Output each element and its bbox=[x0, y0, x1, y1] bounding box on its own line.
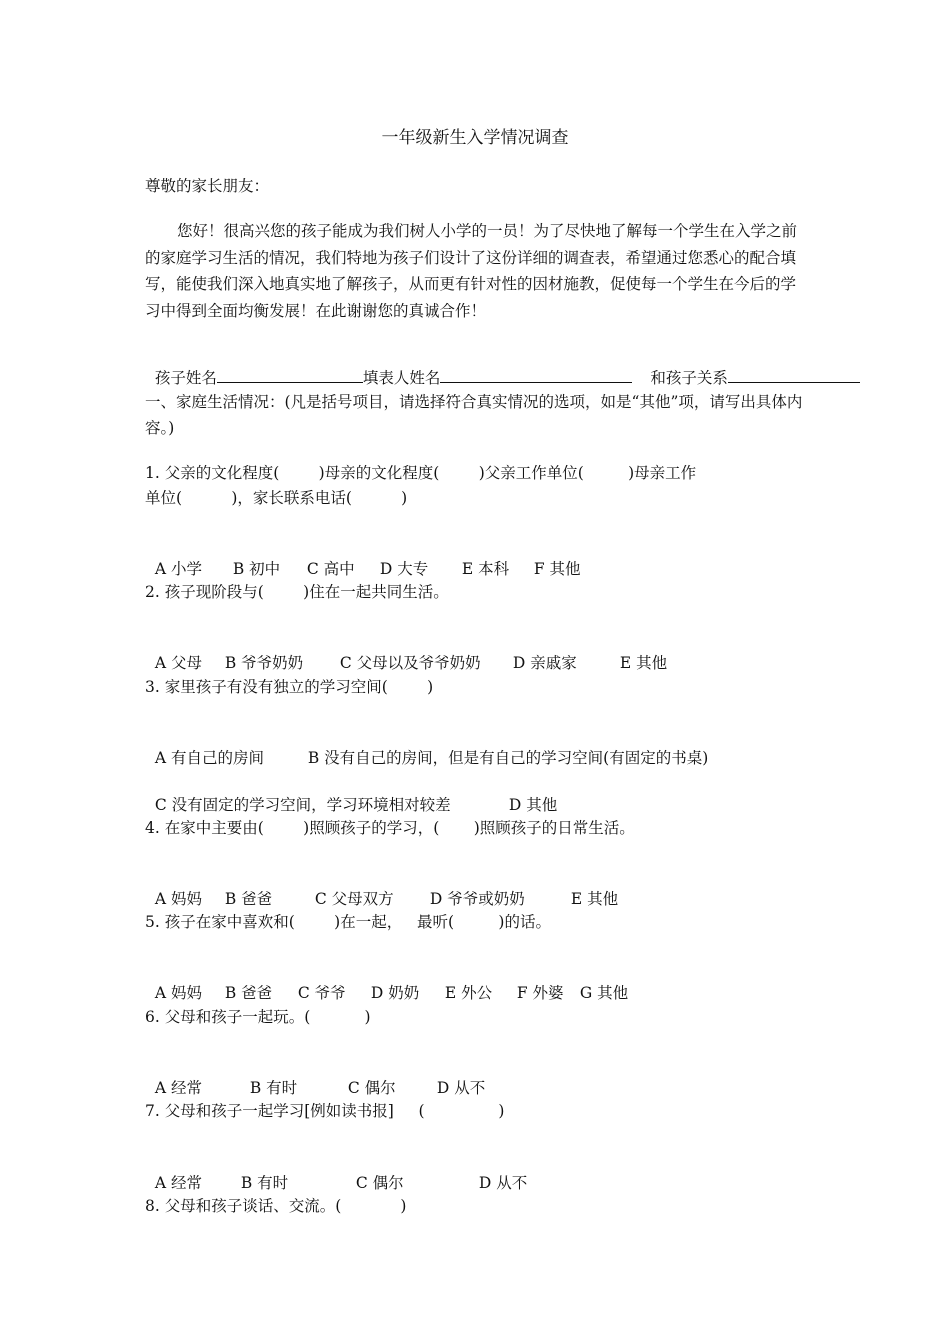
option: B 有时 bbox=[249, 1079, 298, 1097]
question-4-options bbox=[145, 863, 618, 911]
greeting: 尊敬的家长朋友： bbox=[145, 177, 270, 195]
question-2: 2. 孩子现阶段与( )住在一起共同生活。 bbox=[145, 583, 449, 601]
question-5: 5. 孩子在家中喜欢和( )在一起， 最听( )的话。 bbox=[145, 913, 551, 931]
option: C 偶尔 bbox=[347, 1079, 396, 1097]
question-3-options-a bbox=[145, 722, 708, 770]
option: E 其他 bbox=[619, 654, 668, 672]
option: A 妈妈 bbox=[154, 984, 202, 1002]
option: D 其他 bbox=[508, 796, 558, 814]
relation-blank[interactable] bbox=[728, 366, 860, 383]
question-3-options-b bbox=[145, 769, 557, 817]
option: A 父母 bbox=[154, 654, 202, 672]
option: F 其他 bbox=[533, 560, 581, 578]
question-1-line-1: 1. 父亲的文化程度( )母亲的文化程度( )父亲工作单位( )母亲工作 bbox=[145, 464, 697, 482]
question-7-options bbox=[145, 1147, 527, 1195]
child-name-blank[interactable] bbox=[217, 366, 363, 383]
section-1-heading: 一、家庭生活情况：(凡是括号项目，请选择符合真实情况的选项，如是“其他”项，请写出具体内容。) bbox=[145, 393, 803, 437]
question-8: 8. 父母和孩子谈话、交流。( ) bbox=[145, 1197, 407, 1215]
option: G 其他 bbox=[579, 984, 629, 1002]
option: B 爷爷奶奶 bbox=[224, 654, 304, 672]
question-6: 6. 父母和孩子一起玩。( ) bbox=[145, 1008, 371, 1026]
question-6-options bbox=[145, 1052, 485, 1100]
option: A 经常 bbox=[154, 1079, 202, 1097]
option: C 没有固定的学习空间，学习环境相对较差 bbox=[154, 796, 451, 814]
option: E 本科 bbox=[461, 560, 510, 578]
option: A 经常 bbox=[154, 1174, 202, 1192]
option: C 高中 bbox=[306, 560, 355, 578]
option: C 爷爷 bbox=[297, 984, 346, 1002]
option: A 有自己的房间 bbox=[154, 749, 264, 767]
option: B 爸爸 bbox=[224, 984, 273, 1002]
option: A 妈妈 bbox=[154, 890, 202, 908]
intro-paragraph: 您好！很高兴您的孩子能成为我们树人小学的一员！为了尽快地了解每一个学生在入学之前的家庭学习生活的情况，我们特地为孩子们设计了这份详细的调查表，希望通过您悉心的配合填写，能使我们深入地真实地了解孩子，从而更有针对性的因材施教，促使每一个学生在今后的学习中得到全面均衡发展！在此谢谢您的真诚合作！ bbox=[145, 222, 798, 320]
option: D 奶奶 bbox=[370, 984, 420, 1002]
option: F 外婆 bbox=[516, 984, 564, 1002]
question-7: 7. 父母和孩子一起学习[例如读书报] ( ) bbox=[145, 1102, 505, 1120]
option: B 初中 bbox=[232, 560, 281, 578]
option: C 父母以及爷爷奶奶 bbox=[339, 654, 481, 672]
filler-name-blank[interactable] bbox=[440, 366, 632, 383]
option: B 没有自己的房间，但是有自己的学习空间(有固定的书桌) bbox=[307, 749, 709, 767]
option: C 父母双方 bbox=[314, 890, 394, 908]
option: D 从不 bbox=[436, 1079, 486, 1097]
option: D 大专 bbox=[379, 560, 429, 578]
filler-name-label: 填表人姓名 bbox=[362, 369, 441, 387]
option: D 从不 bbox=[478, 1174, 528, 1192]
option: D 爷爷或奶奶 bbox=[429, 890, 525, 908]
info-fields bbox=[145, 342, 860, 390]
option: E 外公 bbox=[444, 984, 493, 1002]
question-2-options bbox=[145, 627, 667, 675]
page-title: 一年级新生入学情况调查 bbox=[381, 128, 569, 148]
question-3: 3. 家里孩子有没有独立的学习空间( ) bbox=[145, 678, 434, 696]
option: A 小学 bbox=[154, 560, 202, 578]
question-1-options bbox=[145, 533, 581, 581]
option: B 爸爸 bbox=[224, 890, 273, 908]
option: C 偶尔 bbox=[355, 1174, 404, 1192]
child-name-label: 孩子姓名 bbox=[154, 369, 217, 387]
option: B 有时 bbox=[240, 1174, 289, 1192]
option: D 亲戚家 bbox=[512, 654, 577, 672]
question-1-line-2: 单位( )，家长联系电话( ) bbox=[145, 489, 408, 507]
question-5-options bbox=[145, 957, 628, 1005]
question-4: 4. 在家中主要由( )照顾孩子的学习，( )照顾孩子的日常生活。 bbox=[145, 819, 635, 837]
relation-label: 和孩子关系 bbox=[650, 369, 728, 387]
option: E 其他 bbox=[570, 890, 619, 908]
